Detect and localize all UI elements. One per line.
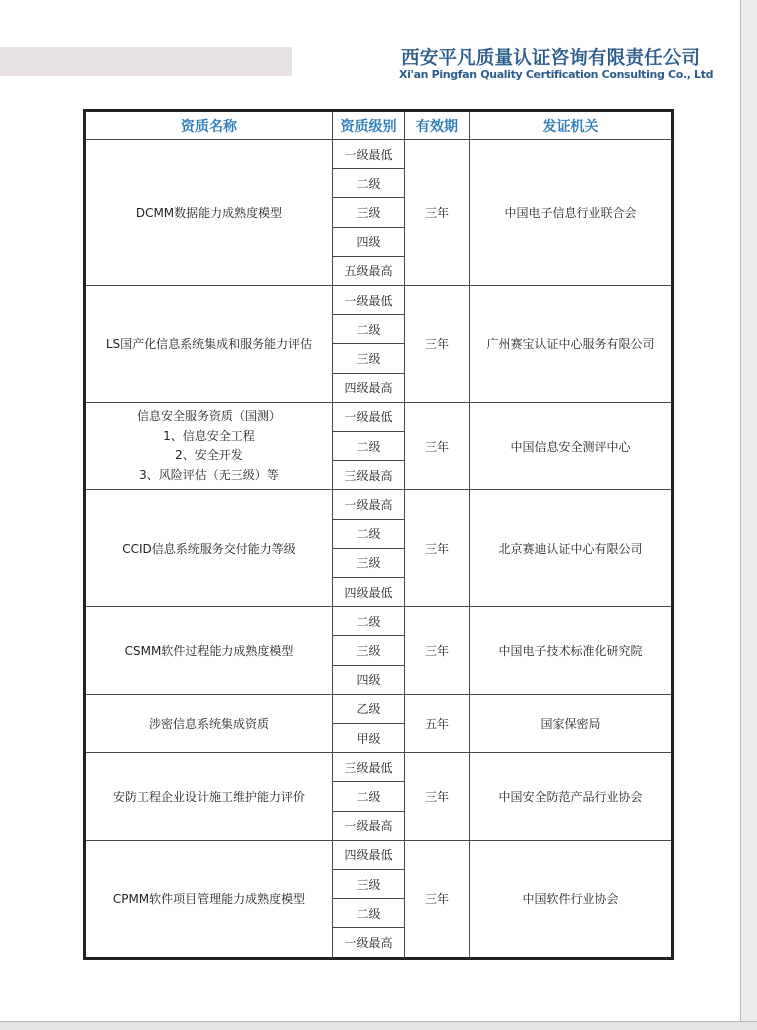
table-row bbox=[85, 140, 673, 169]
level-cell: 二级 bbox=[333, 315, 405, 344]
table-row bbox=[85, 286, 673, 315]
table-row bbox=[85, 607, 673, 636]
level-cell: 三级 bbox=[333, 870, 405, 899]
level-cell: 五级最高 bbox=[333, 256, 405, 285]
qualification-name-line: 3、风险评估（无三级）等 bbox=[139, 467, 279, 482]
level-cell: 三级 bbox=[333, 636, 405, 665]
header-qualification-level: 资质级别 bbox=[333, 111, 405, 140]
level-cell: 三级最低 bbox=[333, 753, 405, 782]
level-cell: 二级 bbox=[333, 519, 405, 548]
page-edge-bottom bbox=[0, 1021, 757, 1030]
qualification-name: LS国产化信息系统集成和服务能力评估 bbox=[85, 286, 333, 403]
level-cell: 一级最低 bbox=[333, 140, 405, 169]
validity-cell: 三年 bbox=[405, 286, 470, 403]
authority-cell: 国家保密局 bbox=[470, 694, 673, 752]
level-cell: 一级最低 bbox=[333, 286, 405, 315]
validity-cell: 三年 bbox=[405, 490, 470, 607]
header-validity: 有效期 bbox=[405, 111, 470, 140]
level-cell: 一级最高 bbox=[333, 928, 405, 959]
level-cell: 三级最高 bbox=[333, 461, 405, 490]
qualification-name-line: 信息安全服务资质（国测） bbox=[136, 409, 281, 424]
company-name-cn: 西安平凡质量认证咨询有限责任公司 bbox=[401, 48, 701, 69]
authority-cell: 中国安全防范产品行业协会 bbox=[470, 753, 673, 841]
level-cell: 二级 bbox=[333, 169, 405, 198]
level-cell: 三级 bbox=[333, 198, 405, 227]
table-row bbox=[85, 490, 673, 519]
table-row bbox=[85, 402, 673, 431]
level-cell: 三级 bbox=[333, 344, 405, 373]
level-cell: 四级最高 bbox=[333, 373, 405, 402]
level-cell: 乙级 bbox=[333, 694, 405, 723]
level-cell: 二级 bbox=[333, 432, 405, 461]
authority-cell: 中国软件行业协会 bbox=[470, 840, 673, 958]
authority-cell: 中国电子信息行业联合会 bbox=[470, 140, 673, 286]
level-cell: 四级最低 bbox=[333, 578, 405, 607]
authority-cell: 广州赛宝认证中心服务有限公司 bbox=[470, 286, 673, 403]
table-row bbox=[85, 753, 673, 782]
level-cell: 四级 bbox=[333, 227, 405, 256]
authority-cell: 中国电子技术标准化研究院 bbox=[470, 607, 673, 695]
validity-cell: 三年 bbox=[405, 140, 470, 286]
header-accent-bar bbox=[0, 47, 292, 76]
level-cell: 一级最低 bbox=[333, 402, 405, 431]
qualification-name: DCMM数据能力成熟度模型 bbox=[85, 140, 333, 286]
authority-cell: 北京赛迪认证中心有限公司 bbox=[470, 490, 673, 607]
table-row bbox=[85, 840, 673, 869]
qualification-name: CCID信息系统服务交付能力等级 bbox=[85, 490, 333, 607]
level-cell: 二级 bbox=[333, 899, 405, 928]
validity-cell: 三年 bbox=[405, 402, 470, 490]
level-cell: 二级 bbox=[333, 607, 405, 636]
validity-cell: 三年 bbox=[405, 840, 470, 958]
level-cell: 四级 bbox=[333, 665, 405, 694]
qualification-table bbox=[83, 109, 674, 960]
level-cell: 二级 bbox=[333, 782, 405, 811]
qualification-name: CSMM软件过程能力成熟度模型 bbox=[85, 607, 333, 695]
level-cell: 一级最高 bbox=[333, 490, 405, 519]
qualification-name: CPMM软件项目管理能力成熟度模型 bbox=[85, 840, 333, 958]
table-header-row bbox=[85, 111, 673, 140]
validity-cell: 三年 bbox=[405, 753, 470, 841]
level-cell: 甲级 bbox=[333, 724, 405, 753]
validity-cell: 五年 bbox=[405, 694, 470, 752]
table-row bbox=[85, 694, 673, 723]
qualification-name-line: 1、信息安全工程 bbox=[163, 428, 255, 443]
qualification-name bbox=[85, 402, 333, 490]
level-cell: 三级 bbox=[333, 548, 405, 577]
level-cell: 一级最高 bbox=[333, 811, 405, 840]
level-cell: 四级最低 bbox=[333, 840, 405, 869]
validity-cell: 三年 bbox=[405, 607, 470, 695]
qualification-name: 安防工程企业设计施工维护能力评价 bbox=[85, 753, 333, 841]
header-authority: 发证机关 bbox=[470, 111, 673, 140]
header-qualification-name: 资质名称 bbox=[85, 111, 333, 140]
authority-cell: 中国信息安全测评中心 bbox=[470, 402, 673, 490]
qualification-name: 涉密信息系统集成资质 bbox=[85, 694, 333, 752]
page-edge-right bbox=[740, 0, 757, 1030]
company-name-en: Xi'an Pingfan Quality Certification Consulting Co., Ltd bbox=[399, 68, 714, 81]
qualification-name-line: 2、安全开发 bbox=[175, 448, 243, 463]
